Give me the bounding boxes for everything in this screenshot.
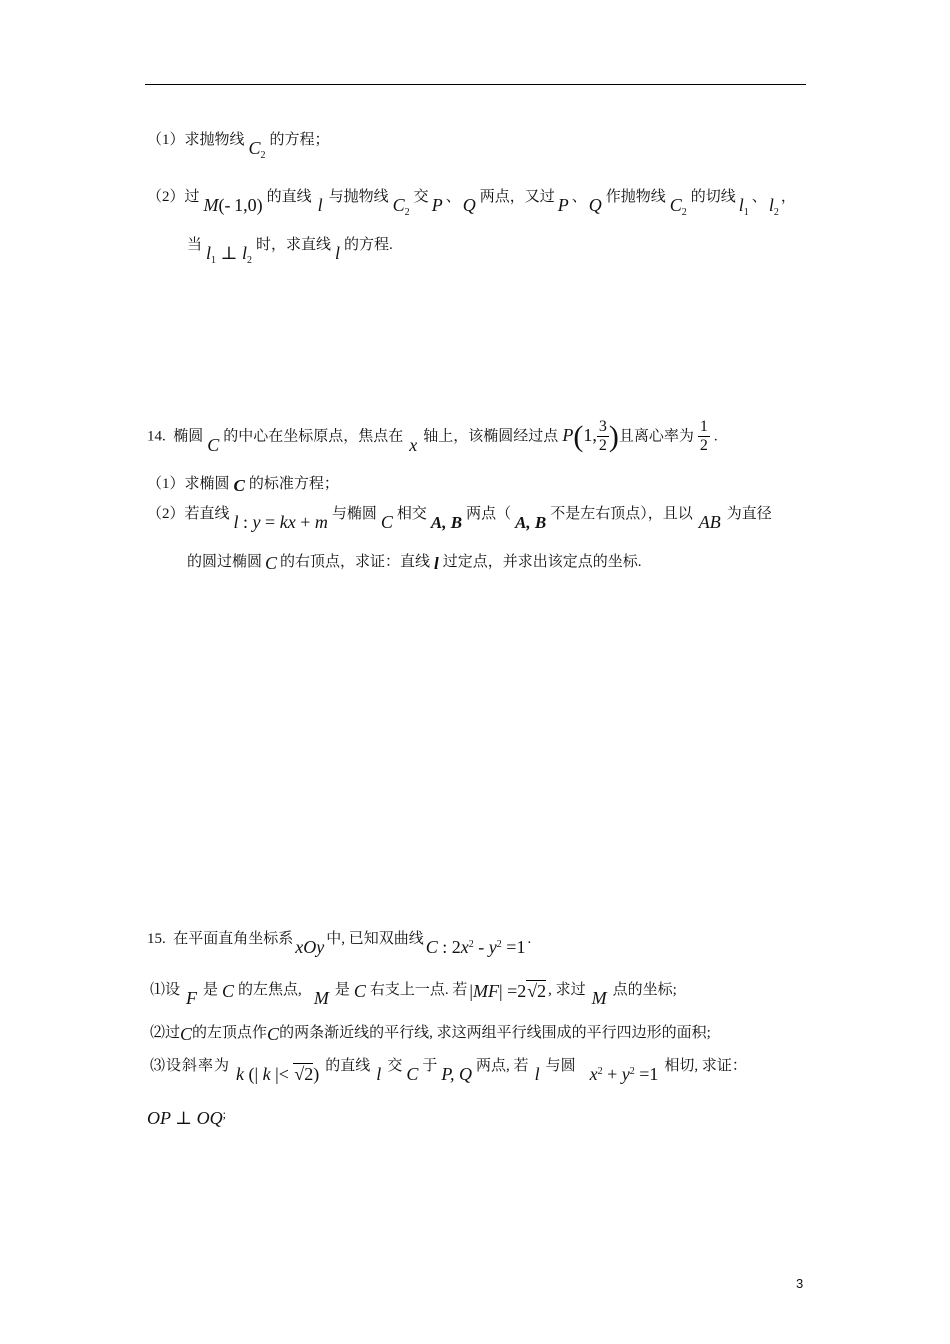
q15-part1-pre: ⑴设 xyxy=(150,982,181,998)
math-q: Q xyxy=(462,195,476,215)
q14-part2-l2-tail: 过定点，并求出该定点的坐标. xyxy=(442,554,642,570)
math-p: P xyxy=(557,195,569,215)
q14-t5: . xyxy=(713,428,718,445)
header-rule xyxy=(145,84,806,85)
math-c: C xyxy=(265,553,278,573)
q15-part2-t1: 的左顶点作 xyxy=(192,1025,268,1041)
q15-t1: 在平面直角坐标系 xyxy=(173,931,294,947)
q13-part1-text: （1）求抛物线 xyxy=(147,132,245,148)
q14-part2-pre: （2）若直线 xyxy=(147,506,230,522)
math-c: C xyxy=(380,512,393,532)
math-c: C xyxy=(180,1024,193,1044)
q15-part2 xyxy=(150,1021,711,1043)
q13-sep: 、 xyxy=(751,189,767,205)
q13-part2-t7: ， xyxy=(780,189,796,205)
q15-part2-pre: ⑵过 xyxy=(150,1025,181,1041)
math-c: C xyxy=(267,1024,280,1044)
q15-stem xyxy=(147,925,532,957)
math-m: M xyxy=(591,988,607,1008)
math-ab-bold: A, B xyxy=(430,513,463,532)
math-ab: AB xyxy=(698,512,721,532)
math-point-p: P(1, $\frac{3}{2}$ ) xyxy=(562,418,619,454)
math-f: F xyxy=(186,988,198,1008)
math-c: C xyxy=(353,981,366,1001)
frac-den: 2 xyxy=(598,437,607,454)
q15-part3-pre: ⑶设斜率为 xyxy=(150,1058,231,1074)
math-point-m: M(- 1,0) xyxy=(203,195,263,215)
q13-sep: 、 xyxy=(571,189,587,205)
q14-part2-line2 xyxy=(187,550,642,572)
math-line-l: l xyxy=(317,195,323,215)
math-op-perp-oq: OP ⊥ OQ xyxy=(147,1108,223,1128)
math-ab-bold: A, B xyxy=(515,513,547,532)
q14-part2-l2-mid: 的右顶点，求证：直线 xyxy=(280,554,431,570)
q14-part2-l2-pre: 的圆过椭圆 xyxy=(187,554,263,570)
q13-part2-t3: 交 xyxy=(413,189,429,205)
q15-part3-t2: 交 xyxy=(387,1058,403,1074)
q15-part3-conclusion xyxy=(147,1108,226,1130)
q15-part3-t6: 相切, 求证： xyxy=(664,1058,747,1074)
q15-number: 15. xyxy=(147,931,166,947)
q13-part2-t1: 的直线 xyxy=(266,189,312,205)
q15-part1-t4: 右支上一点. 若 xyxy=(369,982,468,998)
math-q: Q xyxy=(588,195,602,215)
q14-part1-text: （1）求椭圆 xyxy=(147,476,230,492)
q14-part2-t1: 与椭圆 xyxy=(331,506,377,522)
q13-part1 xyxy=(147,128,330,161)
frac-num: 3 xyxy=(598,418,607,435)
q14-part2-t2: 相交 xyxy=(396,506,427,522)
q15-part1-t6: 点的坐标; xyxy=(612,982,677,998)
q14-number: 14. xyxy=(147,428,166,445)
q14-stem xyxy=(147,418,718,455)
q13-part2-t6: 的切线 xyxy=(690,189,736,205)
frac-num: 1 xyxy=(699,418,708,435)
q15-part1-t2: 的左焦点, xyxy=(238,982,302,998)
q14-t3: 轴上，该椭圆经过点 xyxy=(423,428,559,445)
q15-part1-t1: 是 xyxy=(203,982,219,998)
math-m: M xyxy=(313,988,329,1008)
q14-t1: 椭圆 xyxy=(173,428,204,445)
math-line-l: l xyxy=(335,243,341,263)
math-l-bold: l xyxy=(434,554,439,573)
math-c-bold: C xyxy=(233,476,245,495)
q15-part3-t3: 于 xyxy=(422,1058,438,1074)
q13-sep: 、 xyxy=(445,189,461,205)
q15-part1-t3: 是 xyxy=(334,982,350,998)
q15-part3 xyxy=(150,1052,747,1084)
math-hyperbola: C : $2x^2 - y^2 =1$ xyxy=(425,937,526,957)
math-line-eq: l : y = kx + m xyxy=(233,512,328,532)
math-pq: P, Q xyxy=(441,1064,473,1084)
q15-part1 xyxy=(150,978,677,1008)
q14-t2: 的中心在坐标原点，焦点在 xyxy=(223,428,404,445)
math-c2: $C_2$ xyxy=(392,195,410,218)
q13-part2-line1 xyxy=(147,185,796,218)
q13-part2-pre: （2）过 xyxy=(147,189,200,205)
q15-part3-t5: 与圆 xyxy=(545,1058,576,1074)
math-line-l: l xyxy=(376,1064,382,1084)
math-mf-eq: |MF| =2√2 xyxy=(469,981,547,1001)
q13-part2-t5: 作抛物线 xyxy=(605,189,666,205)
math-x: x xyxy=(409,434,418,455)
q14-part1 xyxy=(147,473,339,494)
math-eccentricity xyxy=(698,418,710,454)
math-c2: $C_2$ xyxy=(669,195,687,218)
q13-part2-line2 xyxy=(187,233,393,266)
math-xoy: xOy xyxy=(295,937,325,957)
q15-part1-t5: , 求过 xyxy=(548,982,586,998)
q14-part2-t5: 为直径 xyxy=(726,506,772,522)
math-c2: $C_2$ xyxy=(248,138,266,161)
page-number: 3 xyxy=(796,1276,804,1291)
q13-part1-tail: 的方程； xyxy=(269,132,330,148)
q15-part3-t1: 的直线 xyxy=(325,1058,371,1074)
frac-den: 2 xyxy=(699,437,708,454)
q15-part3-tail: ; xyxy=(222,1107,226,1121)
q13-part2-t4: 两点，又过 xyxy=(479,189,555,205)
math-c: C xyxy=(207,434,220,455)
q13-part2-l2-tail: 的方程. xyxy=(344,237,393,253)
math-circle: $x^2 + y^2 =1$ xyxy=(589,1064,659,1084)
q15-t3: . xyxy=(527,931,532,947)
math-c: C xyxy=(222,981,235,1001)
math-perp: $l_1$ ⊥ $l_2$ xyxy=(206,243,252,266)
q13-part2-l2-pre: 当 xyxy=(187,237,203,253)
math-slope-cond: k (| k |< √2) xyxy=(236,1064,320,1084)
q15-part3-t4: 两点, 若 xyxy=(476,1058,529,1074)
q13-part2-t2: 与抛物线 xyxy=(328,189,389,205)
q14-part1-tail: 的标准方程； xyxy=(248,476,339,492)
math-p: P xyxy=(431,195,443,215)
q15-t2: 中, 已知双曲线 xyxy=(326,931,424,947)
q14-part2-t3: 两点（ xyxy=(466,506,512,522)
q14-part2-t4: 不是左右顶点），且以 xyxy=(550,506,693,522)
math-c: C xyxy=(406,1064,419,1084)
math-line-l: l xyxy=(534,1064,540,1084)
q14-part2-line1 xyxy=(147,502,772,532)
math-l1: $l_1$ xyxy=(738,195,749,218)
q15-part2-t2: 的两条渐近线的平行线, 求这两组平行线围成的平行四边形的面积; xyxy=(279,1025,711,1041)
q13-part2-l2-mid: 时，求直线 xyxy=(255,237,331,253)
math-l2: $l_2$ xyxy=(768,195,779,218)
q14-t4: 且离心率为 xyxy=(618,428,694,445)
